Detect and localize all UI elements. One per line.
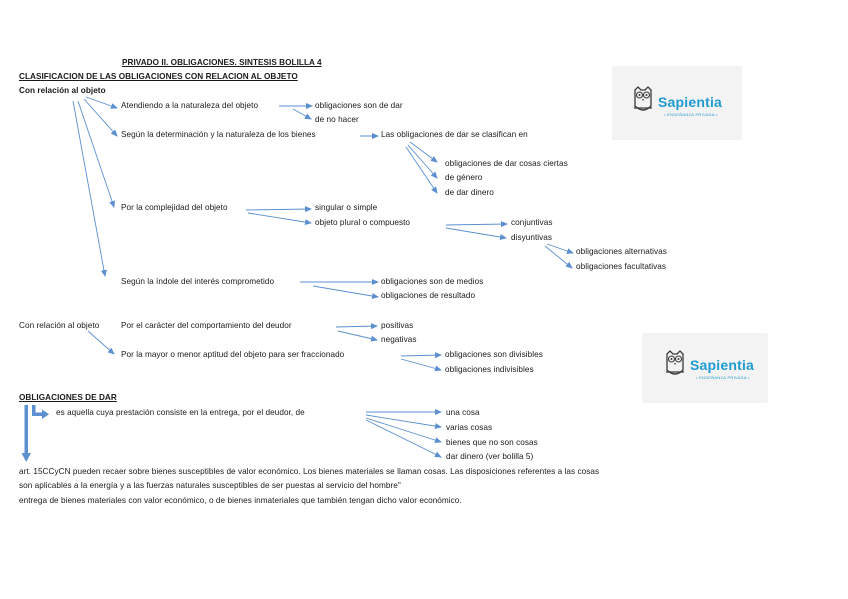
behavior-label: Por el carácter del comportamiento del deudor (121, 321, 292, 330)
nature-label: Atendiendo a la naturaleza del objeto (121, 101, 259, 110)
behavior-result-1: positivas (381, 321, 414, 330)
arrow-complexity-r2 (248, 213, 311, 223)
interest-result-1: obligaciones son de medios (381, 277, 484, 286)
compound-conjuntivas: conjuntivas (511, 218, 553, 227)
dar-definition: es aquella cuya prestación consiste en la entrega, por el deudor, de (56, 408, 305, 417)
divisibility-result-2: obligaciones indivisibles (445, 365, 534, 374)
dar-item-4: dar dinero (ver bolilla 5) (446, 452, 534, 461)
article-line-2: son aplicables a la energía y a las fuerzas naturales susceptibles de ser puestas al servicio del hombre" (19, 481, 401, 490)
determination-result-1: obligaciones de dar cosas ciertas (445, 159, 568, 168)
dar-item-2: varias cosas (446, 423, 493, 432)
arrow-interest-r2 (313, 286, 378, 297)
determination-result-2: de género (445, 173, 483, 182)
page-title: PRIVADO II. OBLIGACIONES. SINTESIS BOLILLA 4 (122, 58, 322, 67)
nature-result-1: obligaciones son de dar (315, 101, 403, 110)
dar-bracket-arrows (22, 405, 50, 462)
article-line-1: art. 15CCyCN pueden recaer sobre bienes susceptibles de valor económico. Los bienes materiales se llaman cosas. Las disposiciones referentes a las cosas (19, 467, 600, 476)
arrow-complexity-r1 (246, 209, 311, 210)
disj-alternativas: obligaciones alternativas (576, 247, 667, 256)
owl-icon (632, 86, 654, 114)
logo-brand-1: Sapientia (658, 94, 723, 110)
arrow-to-determination (84, 99, 117, 136)
arrow-behavior-r2 (338, 331, 377, 340)
dar-item-1: una cosa (446, 408, 480, 417)
logo-brand-2: Sapientia (690, 357, 755, 373)
article-line-3: entrega de bienes materiales con valor económico, o de bienes inmateriales que también tengan dicho valor económico. (19, 496, 462, 505)
interest-result-2: obligaciones de resultado (381, 291, 476, 300)
arrow-nature-r2 (293, 109, 311, 119)
complexity-result-2: objeto plural o compuesto (315, 218, 411, 227)
compound-disyuntivas: disyuntivas (511, 233, 553, 242)
arrow-to-divisibility (88, 331, 114, 354)
divisibility-result-1: obligaciones son divisibles (445, 350, 543, 359)
section-heading: CLASIFICACION DE LAS OBLIGACIONES CON RELACION AL OBJETO (19, 72, 298, 81)
root-label-a: Con relación al objeto (19, 86, 106, 95)
logo-tagline-1: • ENSEÑANZA PRIVADA • (664, 112, 718, 117)
arrow-disj-d2 (545, 246, 572, 268)
sapientia-logo-1 (612, 66, 742, 140)
root-label-b: Con relación al objeto (19, 321, 100, 330)
logo-tagline-2: • ENSEÑANZA PRIVADA • (696, 375, 750, 380)
determination-intro: Las obligaciones de dar se clasifican en (381, 130, 528, 139)
determination-label: Según la determinación y la naturaleza de los bienes (121, 130, 316, 139)
complexity-result-1: singular o simple (315, 203, 378, 212)
divisibility-label: Por la mayor o menor aptitud del objeto para ser fraccionado (121, 350, 345, 359)
dar-heading: OBLIGACIONES DE DAR (19, 393, 117, 402)
determination-result-3: de dar dinero (445, 188, 494, 197)
disj-facultativas: obligaciones facultativas (576, 262, 667, 271)
arrow-determination-r2 (408, 145, 437, 178)
behavior-result-2: negativas (381, 335, 417, 344)
arrow-behavior-r1 (336, 326, 377, 327)
owl-icon (664, 350, 686, 378)
arrow-compound-s1 (446, 224, 507, 225)
arrow-to-interest (73, 101, 105, 276)
arrow-divisibility-r1 (401, 355, 441, 356)
arrow-determination-r3 (406, 147, 437, 193)
arrow-to-complexity (78, 101, 114, 207)
arrow-disj-d1 (547, 244, 573, 253)
arrow-compound-s2 (446, 228, 506, 238)
sapientia-logo-2 (642, 333, 768, 403)
dar-item-3: bienes que no son cosas (446, 438, 538, 447)
complexity-label: Por la complejidad del objeto (121, 203, 228, 212)
interest-label: Según la índole del interés comprometido (121, 277, 275, 286)
nature-result-2: de no hacer (315, 115, 359, 124)
arrow-divisibility-r2 (401, 359, 441, 370)
